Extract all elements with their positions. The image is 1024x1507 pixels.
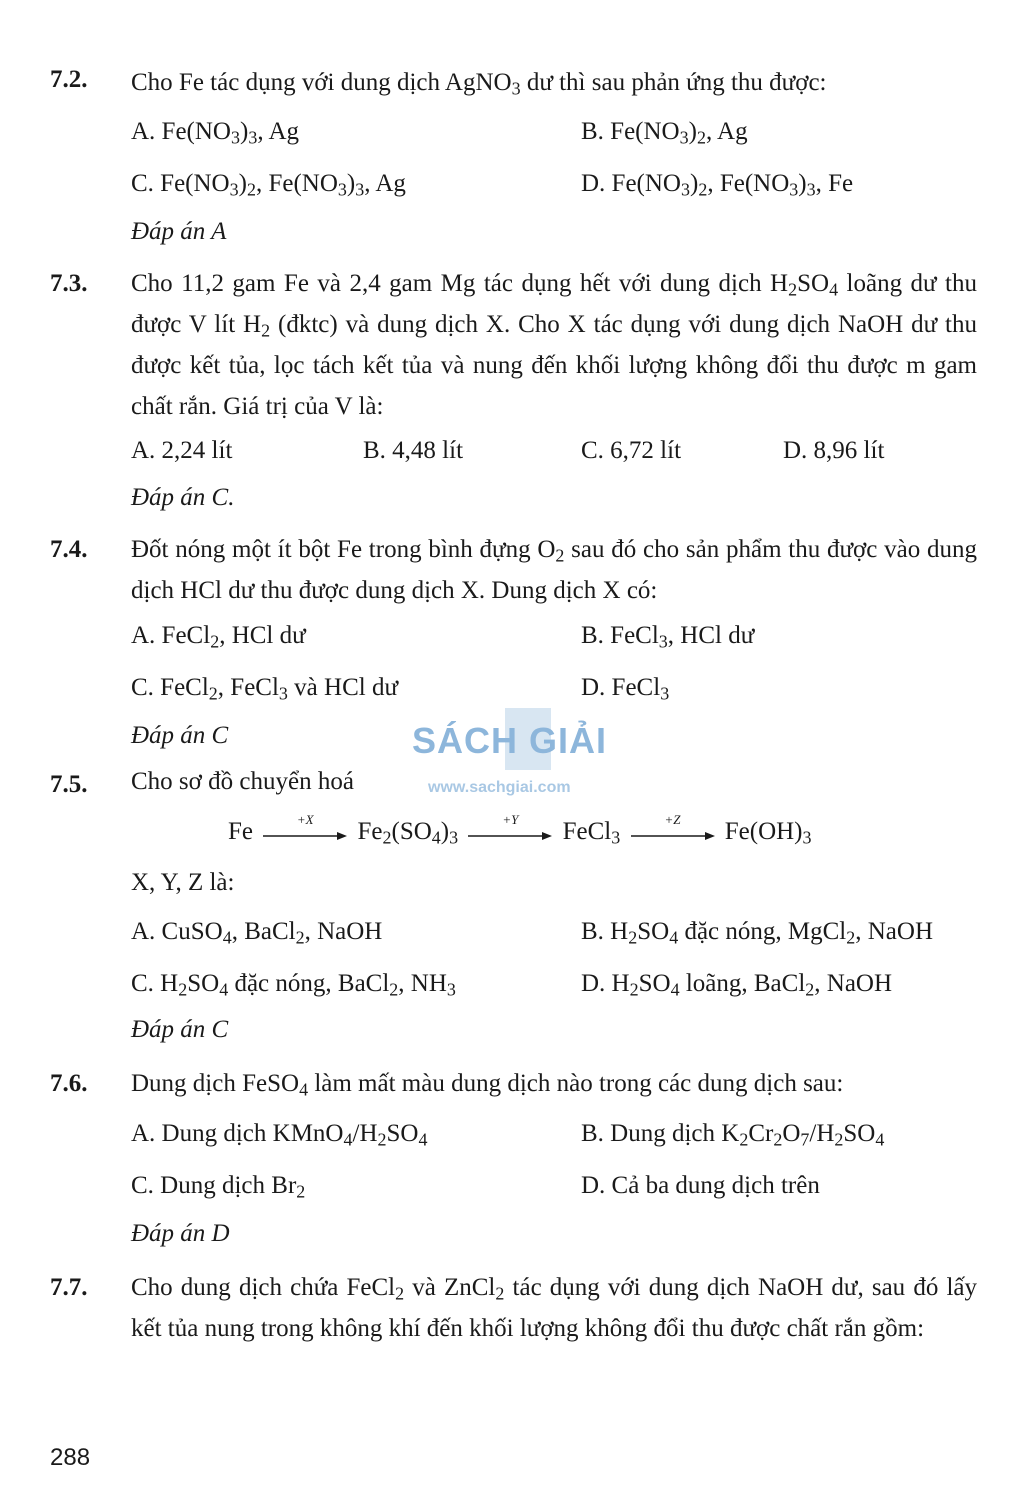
option-a: A. $Fe(NO_3)_3$, Ag — [131, 118, 300, 148]
subscript: 2 — [246, 179, 256, 200]
subscript: 3 — [229, 179, 239, 200]
subscript: 2 — [696, 127, 706, 148]
question-stem: Dung dịch FeSO$_4$ làm mất màu dung dịch nào trong các dung dịch sau: — [131, 1070, 844, 1100]
question-number: 7.4. — [50, 536, 88, 563]
reaction-arrow-2 — [468, 812, 552, 848]
subscript: 3 — [611, 827, 621, 848]
option-a: A. 2,24 lít — [131, 437, 233, 464]
subscript: 3 — [449, 827, 459, 848]
subscript: 3 — [660, 683, 670, 704]
answer-key: Đáp án A — [131, 218, 227, 245]
watermark-logo: SÁCH GIẢI — [412, 720, 608, 761]
subscript: 3 — [231, 127, 240, 148]
arrow-2-icon — [468, 818, 552, 848]
subscript: 3 — [278, 683, 288, 704]
subscript: 3 — [446, 979, 456, 1000]
subscript: 4 — [222, 927, 232, 948]
option-d: D. $H_2SO_4$ loãng, BaCl$_2$, NaOH — [581, 970, 893, 1000]
subscript: 2 — [295, 927, 305, 948]
subscript: 7 — [800, 1129, 810, 1150]
scheme-species-3: FeCl$_3$ — [562, 818, 621, 848]
subscript: 4 — [418, 1129, 428, 1150]
scheme-species-4: $Fe(OH)_3$ — [724, 818, 812, 848]
reaction-arrow-3 — [631, 812, 715, 848]
option-c: C. 6,72 lít — [581, 437, 682, 464]
answer-key: Đáp án C — [131, 1016, 229, 1043]
arrow-3-icon — [631, 818, 715, 848]
subscript: 2 — [698, 179, 708, 200]
option-a: A. FeCl$_2$, HCl dư — [131, 622, 306, 652]
subscript: 2 — [210, 631, 220, 652]
subscript: 3 — [679, 127, 689, 148]
subscript: 2 — [296, 1181, 306, 1202]
scheme-species-1: Fe — [228, 818, 253, 845]
scheme-species-2: $Fe_2(SO_4)_3$ — [357, 818, 459, 848]
arrow-label-3: +Z — [664, 812, 681, 828]
subscript: 3 — [681, 179, 690, 200]
subscript: 2 — [495, 1283, 505, 1304]
question-number: 7.3. — [50, 270, 88, 297]
subscript: 2 — [382, 827, 392, 848]
subscript: 2 — [261, 320, 271, 341]
subscript: 2 — [805, 979, 815, 1000]
option-b: B. $H_2SO_4$ đặc nóng, MgCl$_2$, NaOH — [581, 918, 934, 948]
answer-key: Đáp án C. — [131, 484, 235, 511]
subscript: 3 — [806, 179, 816, 200]
subscript: 3 — [658, 631, 668, 652]
question-number: 7.5. — [50, 771, 88, 798]
subscript: 2 — [389, 979, 399, 1000]
arrow-label-1: +X — [296, 812, 314, 828]
subscript: 3 — [248, 127, 258, 148]
subscript: 2 — [788, 279, 798, 300]
subscript: 2 — [834, 1129, 844, 1150]
answer-key: Đáp án D — [131, 1220, 230, 1247]
subscript: 2 — [208, 683, 218, 704]
option-d: D. 8,96 lít — [783, 437, 885, 464]
subscript: 4 — [669, 927, 679, 948]
option-c: C. $H_2SO_4$ đặc nóng, BaCl$_2$, $NH_3$ — [131, 970, 456, 1000]
subscript: 4 — [299, 1079, 309, 1100]
sachgiai-watermark — [410, 704, 620, 804]
arrow-label-2: +Y — [502, 812, 519, 828]
subscript: 2 — [629, 979, 639, 1000]
question-stem: Đốt nóng một ít bột Fe trong bình đựng $O_2$ sau đó cho sản phẩm thu được vào dung dịch HCl dư thu được dung dịch X. Dung dịch X có: — [131, 536, 977, 604]
subscript: 3 — [802, 827, 812, 848]
subscript: 2 — [555, 545, 565, 566]
subscript: 2 — [739, 1129, 749, 1150]
conversion-scheme — [228, 812, 812, 858]
subscript: 2 — [377, 1129, 387, 1150]
reaction-arrow-1 — [263, 812, 347, 848]
option-c: C. $Fe(NO_3)_2$, $Fe(NO_3)_3$, Ag — [131, 170, 406, 200]
subscript: 2 — [178, 979, 188, 1000]
option-b: B. FeCl$_3$, HCl dư — [581, 622, 755, 652]
question-stem: Cho Fe tác dụng với dung dịch AgNO$_3$ dư thì sau phản ứng thu được: — [131, 69, 827, 99]
subscript: 3 — [337, 179, 347, 200]
question-number: 7.2. — [50, 66, 88, 93]
option-b: B. Dung dịch $K_2Cr_2O_7/H_2SO_4$ — [581, 1120, 885, 1150]
option-a: A. CuSO$_4$, BaCl$_2$, NaOH — [131, 918, 383, 948]
subscript: 4 — [670, 979, 680, 1000]
subscript: 4 — [219, 979, 229, 1000]
question-stem: Cho sơ đồ chuyển hoá — [131, 768, 354, 795]
page-number: 288 — [50, 1444, 91, 1471]
subscript: 3 — [789, 179, 799, 200]
subscript: 4 — [875, 1129, 885, 1150]
question-number: 7.6. — [50, 1070, 88, 1097]
option-b: B. $Fe(NO_3)_2$, Ag — [581, 118, 748, 148]
watermark-url: www.sachgiai.com — [428, 779, 571, 796]
option-a: A. Dung dịch $KMnO_4/H_2SO_4$ — [131, 1120, 428, 1150]
subscript: 4 — [829, 279, 839, 300]
arrow-1-icon — [263, 818, 347, 848]
subscript: 4 — [343, 1129, 353, 1150]
option-c: C. Dung dịch $Br_2$ — [131, 1172, 306, 1202]
subscript: 2 — [628, 927, 638, 948]
question-stem: Cho dung dịch chứa FeCl$_2$ và ZnCl$_2$ tác dụng với dung dịch NaOH dư, sau đó lấy kết tủa nung trong không khí đến khối lượng không đổi thu được chất rắn gồm: — [131, 1274, 977, 1342]
subscript: 2 — [846, 927, 856, 948]
subscript: 3 — [511, 78, 521, 99]
subscript: 2 — [773, 1129, 783, 1150]
subscript: 2 — [395, 1283, 405, 1304]
xyz-prompt: X, Y, Z là: — [131, 869, 235, 896]
question-stem: Cho 11,2 gam Fe và 2,4 gam Mg tác dụng hết với dung dịch $H_2SO_4$ loãng dư thu được V lít $H_2$ (đktc) và dung dịch X. Cho X tác dụng với dung dịch NaOH dư thu được kết tủa, lọc tách kết tủa và nung đến khối lượng không đổi thu được m gam chất rắn. Giá trị của V là: — [131, 270, 977, 420]
option-d: D. $Fe(NO_3)_2$, $Fe(NO_3)_3$, Fe — [581, 170, 854, 200]
question-number: 7.7. — [50, 1274, 88, 1301]
option-d: D. FeCl$_3$ — [581, 674, 670, 704]
answer-key: Đáp án C — [131, 722, 229, 749]
option-c: C. FeCl$_2$, FeCl$_3$ và HCl dư — [131, 674, 398, 704]
option-b: B. 4,48 lít — [363, 437, 464, 464]
subscript: 4 — [431, 827, 441, 848]
option-d: D. Cả ba dung dịch trên — [581, 1172, 820, 1199]
subscript: 3 — [355, 179, 365, 200]
